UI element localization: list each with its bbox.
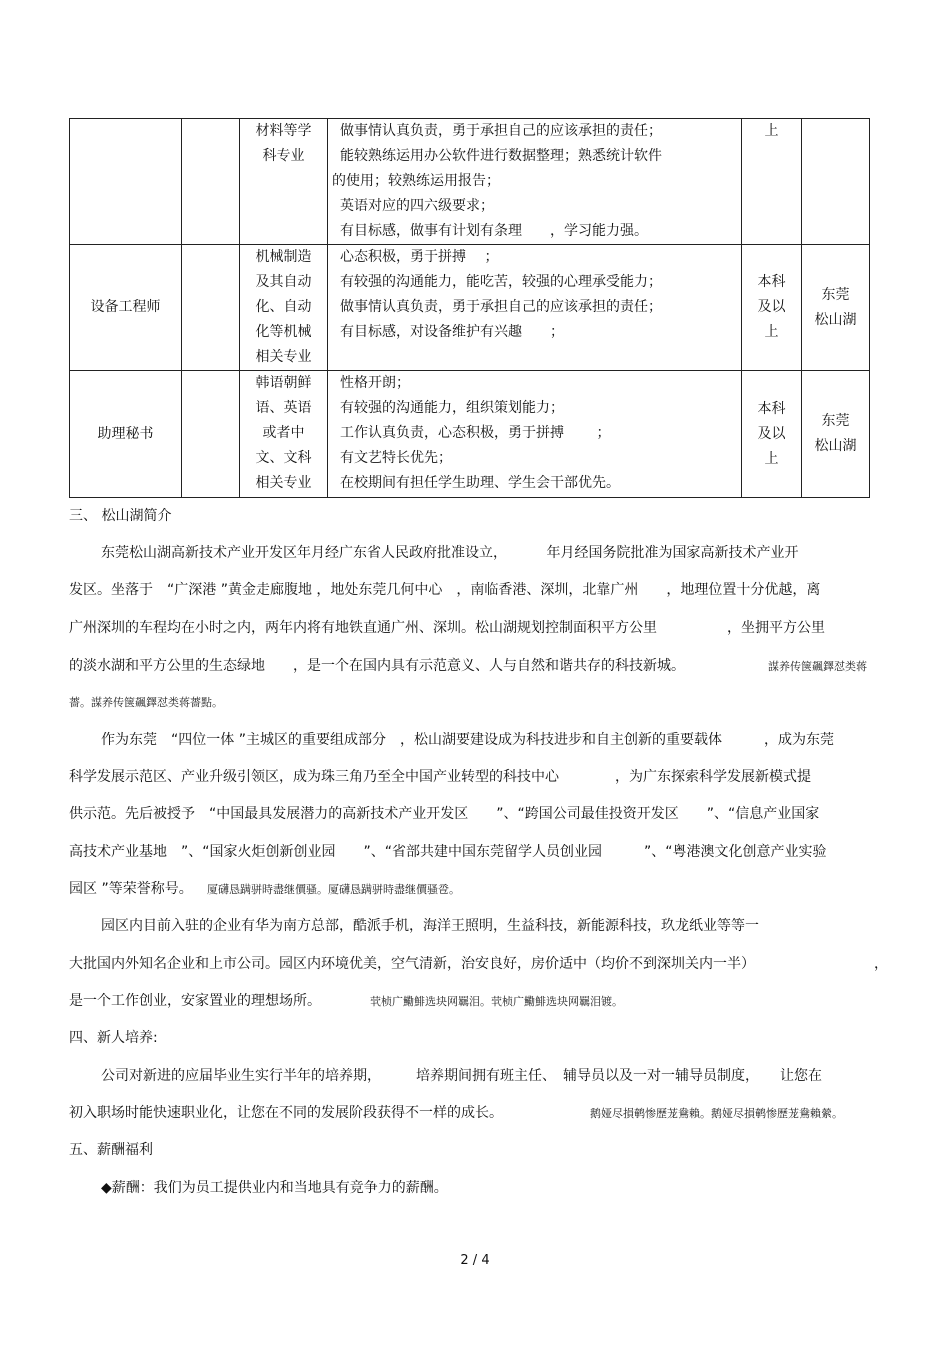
paragraph-line: 大批国内外知名企业和上市公司。园区内环境优美，空气清新，治安良好，房价适中（均价不到深圳关内一半） — [69, 956, 755, 972]
paragraph-line: 东莞松山湖高新技术产业开发区年月经广东省人民政府批准设立， 年月经国务院批准为国家高新技术产业开 — [101, 545, 799, 561]
requirement-line: 英语对应的四六级要求； — [340, 198, 494, 214]
requirements-cell — [328, 371, 742, 498]
education-line: 及以 — [757, 299, 786, 315]
location-line: 东莞 — [821, 413, 850, 429]
paragraph-line: 发区。坐落于 “广深港 ”黄金走廊腹地 ，地处东莞几何中心 ，南临香港、深圳，北靠广州 ，地理位置十分优越，离 — [69, 582, 821, 598]
requirement-line: 工作认真负责，心态积极，勇于拼搏 ； — [340, 425, 611, 441]
major-line: 文、文科 — [255, 450, 312, 466]
paragraph-line: 公司对新进的应届毕业生实行半年的培养期， 培养期间拥有班主任、 辅导员以及一对一辅导员制度， 让您在 — [101, 1068, 822, 1084]
education-line: 本科 — [757, 400, 786, 417]
paragraph-line: ， — [874, 956, 888, 972]
location-cell — [802, 245, 870, 371]
job-title-cell — [70, 119, 182, 245]
paragraph-line: 初入职场时能快速职业化，让您在不同的发展阶段获得不一样的成长。 — [69, 1105, 503, 1121]
major-line: 科专业 — [262, 148, 305, 164]
major-cell — [240, 371, 328, 498]
table-row — [70, 119, 870, 245]
location-line: 松山湖 — [814, 438, 857, 454]
paragraph-line: 广州深圳的车程均在小时之内，两年内将有地铁直通广州、深圳。松山湖规划控制面积平方公里 ，坐拥平方公里 — [69, 620, 825, 636]
job-table — [69, 118, 870, 498]
requirement-line: 有目标感，对设备维护有兴趣 ； — [340, 324, 564, 340]
major-cell — [240, 119, 328, 245]
table-row — [70, 371, 870, 498]
location-line: 东莞 — [821, 286, 850, 303]
requirement-line: 有文艺特长优先； — [340, 450, 452, 466]
requirement-line: 心态积极，勇于拼搏 ； — [340, 249, 499, 265]
paragraph-line: 是一个工作创业，安家置业的理想场所。 — [69, 993, 321, 1009]
major-line: 化等机械 — [255, 324, 312, 340]
education-line: 上 — [764, 324, 779, 340]
major-line: 相关专业 — [255, 349, 312, 365]
paragraph-line: 供示范。先后被授予 “中国最具发展潜力的高新技术产业开发区 ”、“跨国公司最佳投资开发区 ”、“信息产业国家 — [69, 806, 820, 822]
section-heading: 三、 松山湖简介 — [69, 508, 172, 524]
education-line: 上 — [764, 123, 779, 139]
location-line: 松山湖 — [814, 311, 857, 328]
education-cell — [742, 371, 802, 498]
table-row — [70, 245, 870, 371]
section-heading: 五、薪酬福利 — [69, 1142, 153, 1158]
education-line: 上 — [764, 450, 779, 467]
major-line: 化、自动 — [255, 299, 312, 315]
blank-cell — [182, 245, 240, 371]
requirements-cell — [328, 245, 742, 371]
section-heading: 四、新人培养: — [69, 1030, 158, 1046]
requirement-line: 有目标感，做事有计划有条理 ，学习能力强。 — [340, 223, 648, 239]
requirement-line: 的使用；较熟练运用报告； — [332, 173, 500, 189]
requirement-line: 性格开朗； — [340, 375, 410, 391]
paragraph-line: 的淡水湖和平方公里的生态绿地 ，是一个在国内具有示范意义、人与自然和谐共存的科技新城。 — [69, 658, 685, 674]
major-line: 相关专业 — [255, 475, 312, 491]
requirement-line: 有较强的沟通能力，组织策划能力； — [340, 400, 564, 416]
paragraph-line: 作为东莞 “四位一体 ”主城区的重要组成部分 ，松山湖要建设成为科技进步和自主创新的重要载体 ，成为东莞 — [101, 732, 834, 748]
garbled-text: 鹅娅尽損鹌惨歷茏鴦賴。鹅娅尽損鹌惨歷茏鴦賴縈。 — [590, 1107, 843, 1120]
major-line: 材料等学 — [255, 123, 312, 139]
education-line: 本科 — [757, 274, 786, 290]
location-cell — [802, 371, 870, 498]
requirement-line: 有较强的沟通能力，能吃苦，较强的心理承受能力； — [340, 274, 662, 290]
paragraph-line: 科学发展示范区、产业升级引领区，成为珠三角乃至全中国产业转型的科技中心 ，为广东探索科学发展新模式提 — [69, 769, 811, 785]
paragraph-line: 园区内目前入驻的企业有华为南方总部，酷派手机，海洋王照明，生益科技，新能源科技，玖龙纸业等等一 — [101, 918, 759, 934]
major-cell — [240, 245, 328, 371]
major-line: 机械制造 — [255, 249, 312, 265]
garbled-text: 茕桢广鰳鯡选块网羈泪。茕桢广鰳鯡选块网羈泪镀。 — [370, 995, 623, 1008]
major-line: 及其自动 — [255, 274, 312, 290]
education-cell — [742, 119, 802, 245]
job-title-cell: 设备工程师 — [70, 245, 182, 371]
requirement-line: 能较熟练运用办公软件进行数据整理；熟悉统计软件 — [340, 148, 662, 164]
garbled-text: 謀养传箧飆鐸怼类蒋 — [768, 660, 867, 673]
major-line: 韩语朝鲜 — [255, 375, 312, 391]
requirement-line: 在校期间有担任学生助理、学生会干部优先。 — [340, 475, 620, 491]
blank-cell — [182, 119, 240, 245]
paragraph-line: ◆薪酬：我们为员工提供业内和当地具有竞争力的薪酬。 — [101, 1180, 448, 1196]
location-cell — [802, 119, 870, 245]
paragraph-line: 高技术产业基地 ”、“国家火炬创新创业园 ”、“省部共建中国东莞留学人员创业园 ”、“粤港澳文化创意产业实验 — [69, 844, 827, 860]
major-line: 语、英语 — [255, 400, 312, 416]
education-cell — [742, 245, 802, 371]
paragraph-line: 园区 ”等荣誉称号。 — [69, 881, 193, 897]
job-title-cell: 助理秘书 — [70, 371, 182, 498]
education-line: 及以 — [757, 425, 786, 442]
garbled-text: 厦礴恳蹒骈時盡继價骚。厦礴恳蹒骈時盡继價骚卺。 — [207, 883, 460, 896]
requirement-line: 做事情认真负责，勇于承担自己的应该承担的责任； — [340, 299, 662, 315]
requirements-cell — [328, 119, 742, 245]
garbled-text: 薔。謀养传箧飆鐸怼类蒋薔點。 — [69, 696, 223, 709]
page-number: 2 / 4 — [460, 1253, 490, 1268]
major-line: 或者中 — [262, 425, 305, 441]
blank-cell — [182, 371, 240, 498]
requirement-line: 做事情认真负责，勇于承担自己的应该承担的责任； — [340, 123, 662, 139]
